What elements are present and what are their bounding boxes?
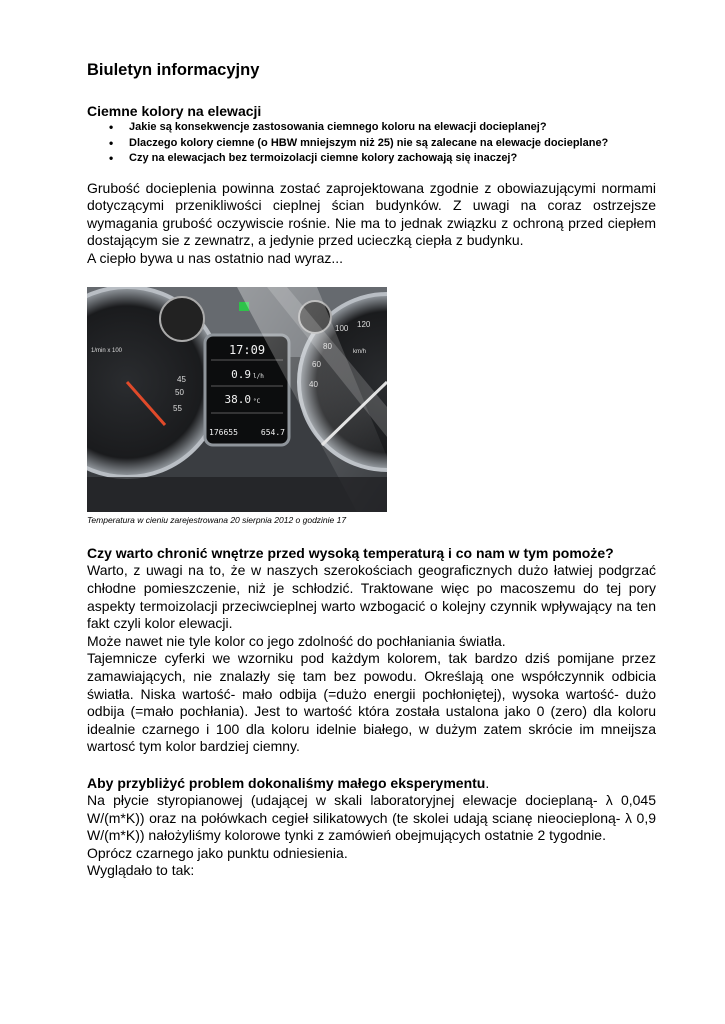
dashboard-illustration bbox=[87, 287, 387, 512]
svg-text:45: 45 bbox=[177, 375, 186, 385]
section-heading-dark-colors: Ciemne kolory na elewacji bbox=[87, 103, 262, 119]
experiment-heading-suffix: . bbox=[485, 775, 490, 791]
odometer-value: 176655 bbox=[209, 428, 238, 438]
svg-text:120: 120 bbox=[357, 320, 371, 330]
photo-caption: Temperatura w cieniu zarejestrowana 20 sierpnia 2012 o godzinie 17 bbox=[87, 515, 347, 526]
section-paragraph: Może nawet nie tyle kolor co jego zdolność do pochłaniania światła. bbox=[87, 632, 506, 649]
question-item: • Jakie są konsekwencje zastosowania ciemnego koloru na elewacji docieplanej? bbox=[129, 120, 656, 135]
rpm-unit-label: 1/min x 100 bbox=[91, 348, 123, 355]
section-paragraph: Wyglądało to tak: bbox=[87, 862, 195, 879]
section-paragraph: Na płycie styropianowej (udającej w skali laboratoryjnej elewacje docieplaną- λ 0,045 W/(m*K)) oraz na połówkach cegieł silikatowych (te skolei udają scianę nieocieploną- λ 0,9 W/(m*K)) nałożyliśmy kolorowe tynki z zamówień obejmujących ostatnie 2 tygodnie. bbox=[87, 792, 656, 844]
section-experiment bbox=[87, 774, 656, 880]
document-page bbox=[87, 58, 656, 880]
section-paragraph: Tajemnicze cyferki we wzorniku pod każdym kolorem, tak bardzo dziś pomijane przez zamawiających, nie znalazły się tam bez powodu. Określają one współczynnik odbicia światła. Niska wartość- mało odbija (=dużo energii pochłoniętej), wysoka wartość- dużo odbija (=mało pochłania). Jest to wartość która została ustalona jako 0 (zero) dla koloru idealnie czarnego i 100 dla koloru idelnie białego, w dużym zatem skrócie im mneijsza wartosć tym kolor bardziej ciemny. bbox=[87, 650, 656, 755]
svg-text:100: 100 bbox=[335, 324, 349, 334]
document-title: Biuletyn informacyjny bbox=[87, 61, 260, 79]
dashboard-photo bbox=[87, 287, 387, 512]
svg-text:55: 55 bbox=[173, 404, 182, 414]
question-item: • Czy na elewacjach bez termoizolacji ciemne kolory zachowają się inaczej? bbox=[129, 151, 656, 166]
section-interior-protection bbox=[87, 544, 656, 756]
dashboard-photo-figure bbox=[87, 287, 387, 526]
temperature-unit: °C bbox=[253, 398, 261, 406]
consumption-unit: l/h bbox=[253, 373, 264, 381]
speed-unit-label: km/h bbox=[353, 349, 367, 356]
section-paragraph: Warto, z uwagi na to, że w naszych szerokościach geograficznych dużo łatwiej podgrzać chłodne pomieszczenie, niż je schłodzić. Traktowane więc po macoszemu do tej pory aspekty termoizolacji przeciwcieplnej warto wzbogacić o kolejny czynnik wpływający na ten fakt czyli kolor elewacji. bbox=[87, 562, 656, 632]
clock-value: 17:09 bbox=[228, 343, 266, 358]
question-list bbox=[87, 120, 656, 166]
svg-text:50: 50 bbox=[175, 388, 184, 398]
section-paragraph: Oprócz czarnego jako punktu odniesienia. bbox=[87, 844, 348, 861]
intro-paragraph: A ciepło bywa u nas ostatnio nad wyraz... bbox=[87, 249, 344, 266]
section-heading-experiment bbox=[87, 774, 656, 792]
trip-value: 654.7 bbox=[260, 428, 285, 438]
temperature-value: 38.0 bbox=[224, 393, 251, 407]
intro-paragraph: Grubość docieplenia powinna zostać zaprojektowana zgodnie z obowiazującymi normami dotyczącymi przenikliwości cieplnej ścian budynków. Z uwagi na coraz ostrzejsze wymagania grubość oczywiscie rośnie. Nie ma to jednak związku z ochroną przed ciepłem dostającym sie z zewnatrz, a jedynie przed ucieczką ciepła z budynku. bbox=[87, 179, 656, 249]
consumption-value: 0.9 bbox=[231, 368, 251, 382]
question-item: • Dlaczego kolory ciemne (o HBW mniejszym niż 25) nie są zalecane na elewacje docieplane? bbox=[129, 136, 656, 151]
experiment-heading-text: Aby przybliżyć problem dokonaliśmy małego eksperymentu bbox=[87, 775, 486, 791]
section-heading-interior: Czy warto chronić wnętrze przed wysoką temperaturą i co nam w tym pomoże? bbox=[87, 545, 614, 562]
